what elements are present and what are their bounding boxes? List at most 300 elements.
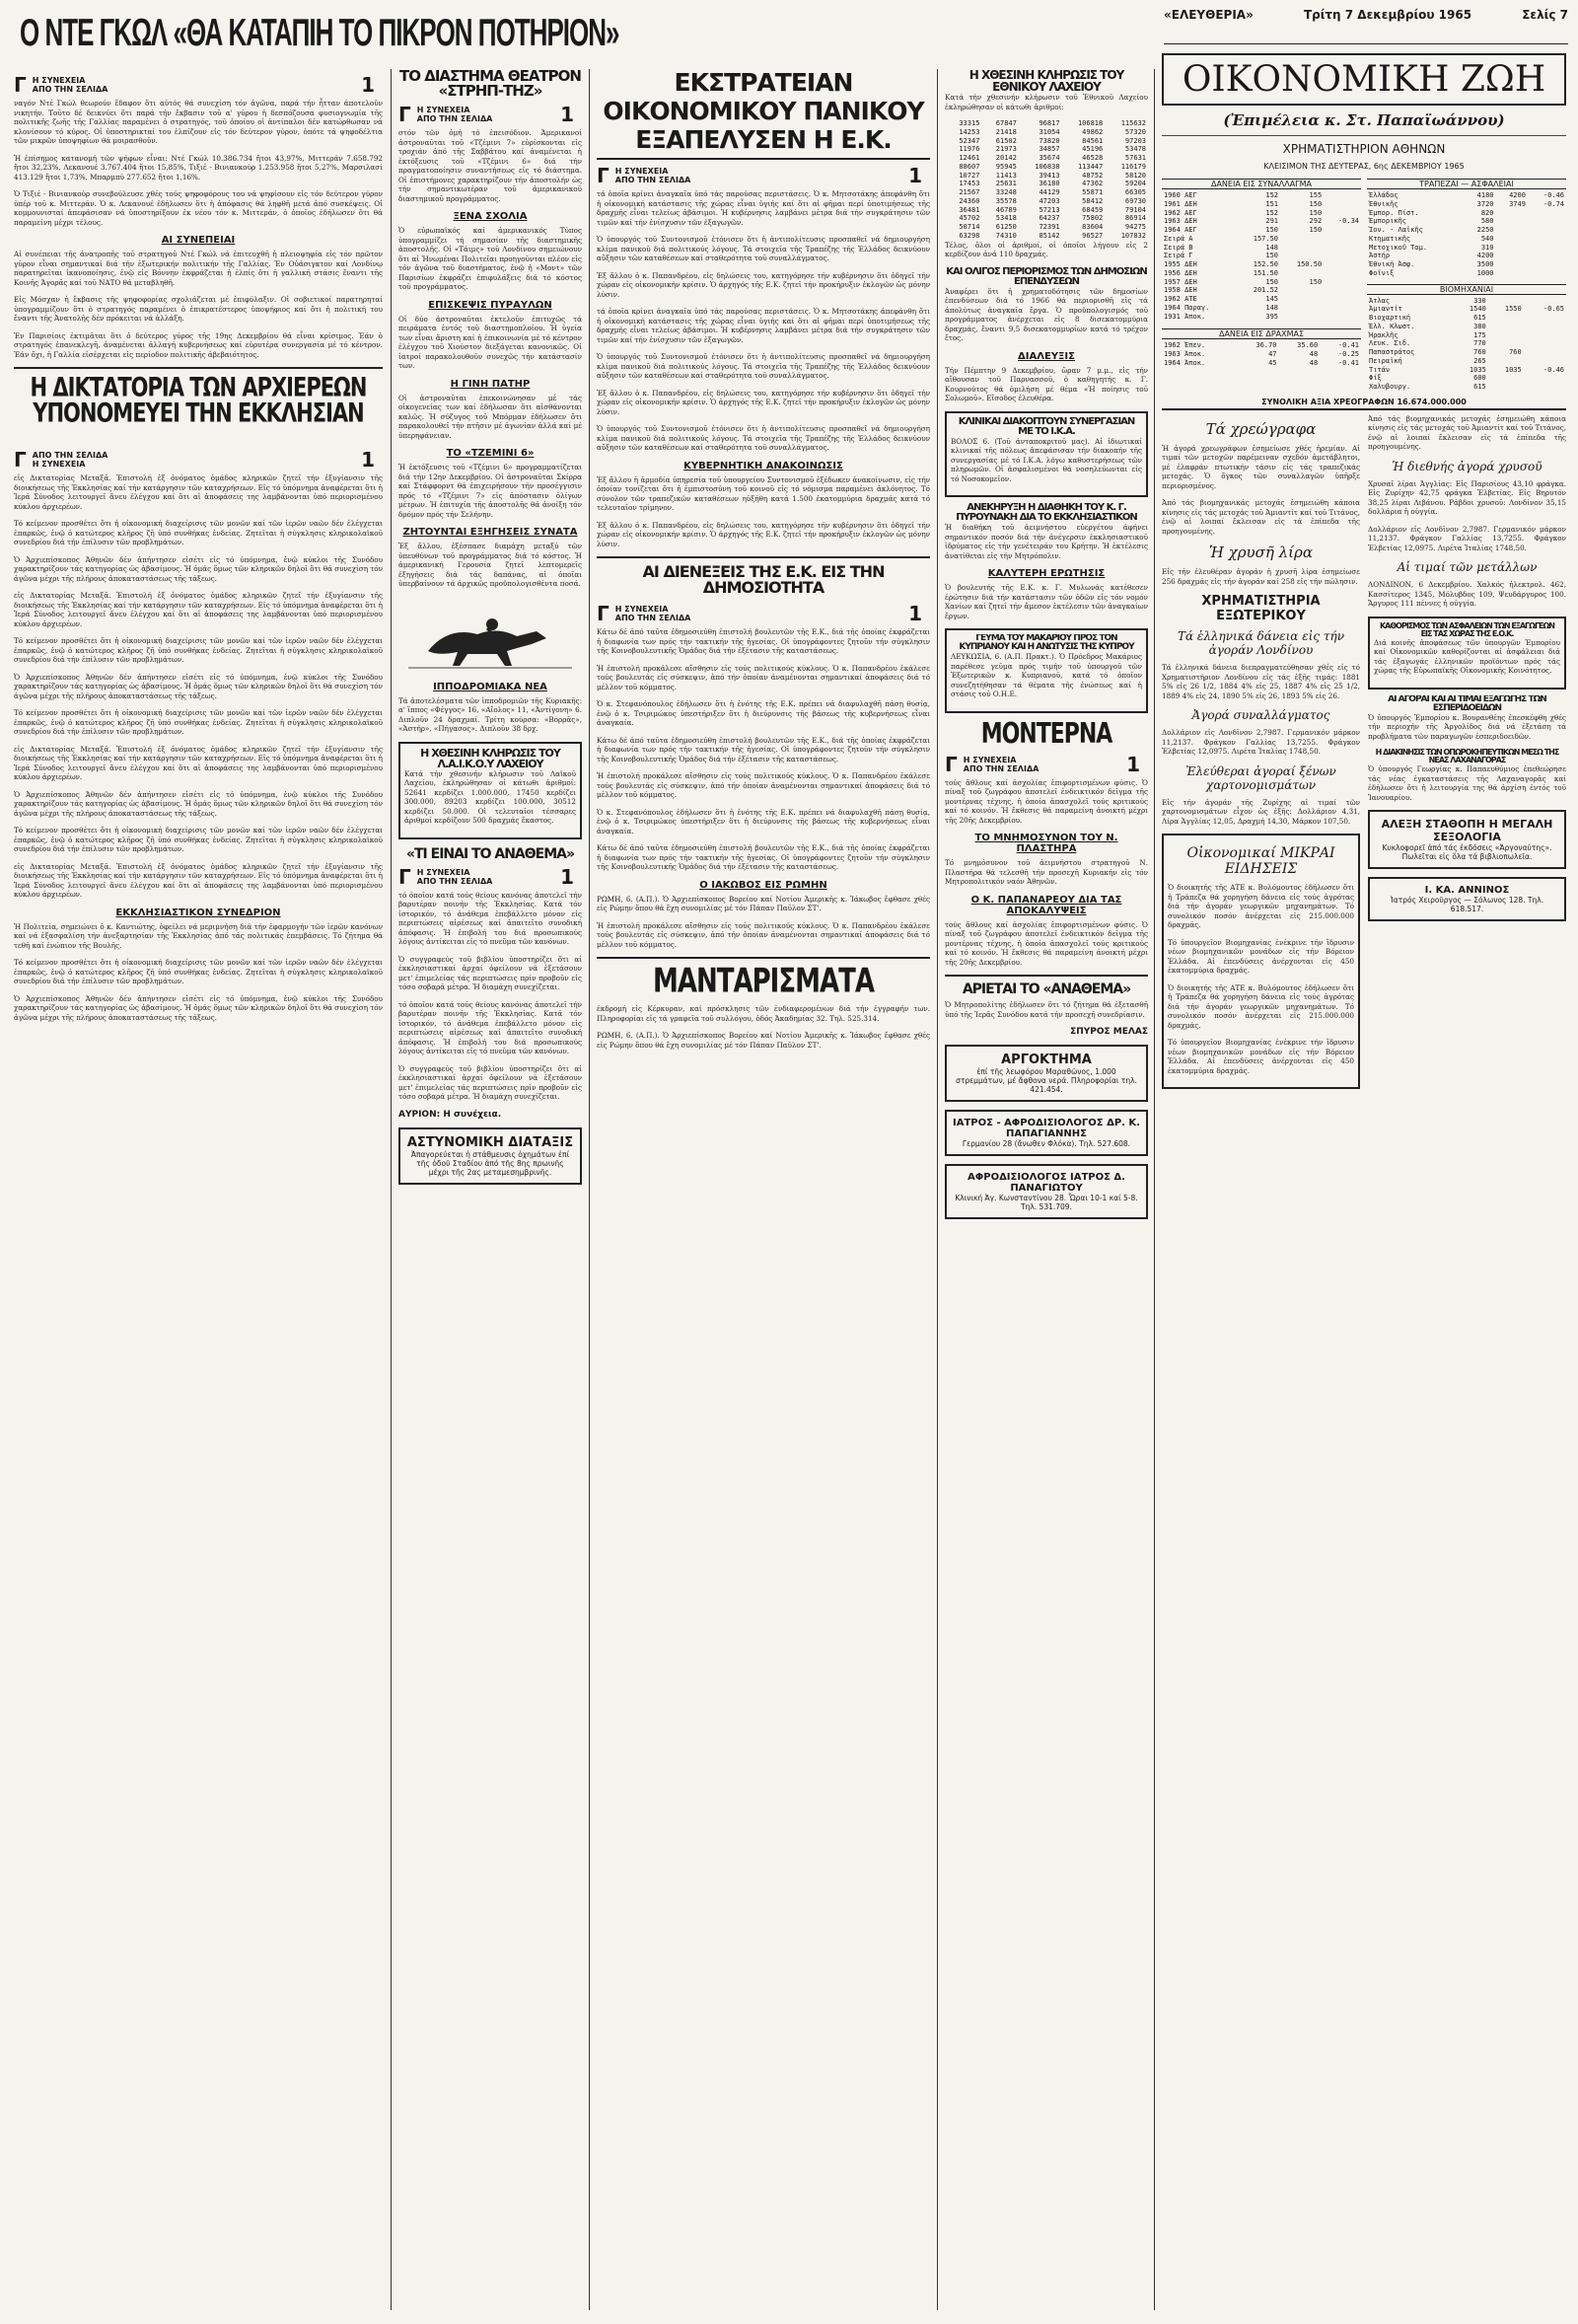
headline: ΑΙ ΔΙΕΝΕΞΕΙΣ ΤΗΣ Ε.Κ. ΕΙΣ ΤΗΝ ΔΗΜΟΣΙΟΤΗΤΑ xyxy=(642,564,885,597)
table-cell: 47203 xyxy=(1039,196,1060,205)
drachma-loan-table xyxy=(1162,341,1361,367)
lead-headline: Ο ΝΤΕ ΓΚΩΛ «ΘΑ ΚΑΤΑΠΙΗ ΤΟ ΠΙΚΡΟΝ ΠΟΤΗΡΙΟΝ» xyxy=(20,10,619,54)
table-cell: Βιοχαρτική xyxy=(1369,314,1411,322)
table-cell xyxy=(1488,297,1524,306)
subheading: Αἱ τιμαί τῶν μετάλλων xyxy=(1397,560,1538,575)
article-paragraph: Ὁ κ. Στεφανόπουλος ἐδήλωσεν ὅτι ἡ ἑνότης τῆς Ε.Κ. πρέπει νά διαφυλαχθῆ πάσῃ θυσίᾳ, ἐνῷ ὁ κ. Τσιριμώκος ὑπεστήριξεν ὅτι ἡ διεύρυνσις τῆς βάσεως τῆς κυβερνήσεως εἶναι ἀναγκαία. xyxy=(597,699,930,728)
table-cell: 1931 Ἀποκ. xyxy=(1164,312,1206,321)
lottery-row xyxy=(945,197,1148,206)
continuation-marker: Γ Η ΣΥΝΕΧΕΙΑ ΑΠΟ ΤΗΝ ΣΕΛΙΔΑ 1 xyxy=(14,73,375,97)
advertisement: Ι. ΚΑ. ΑΝΝΙΝΟΣ Ἰατρός Χειροῦργος — Σόλωνος 128. Τηλ. 618.517. xyxy=(1368,877,1566,921)
article-paragraph: ΒΟΛΟΣ 6. (Τοῦ ἀνταποκριτοῦ μας). Αἱ ἰδιωτικαί κλινικαί τῆς πόλεως ἀπεφάσισαν τήν διακοπήν τῆς συνεργασίας μέ τό Ι.Κ.Α. λόγω καθυστερήσεως τῶν πληρωμῶν. Οἱ ἀσφαλισμένοι θά νοσηλεύωνται εἰς τό Νοσοκομεῖον. xyxy=(951,436,1142,483)
article-paragraph: ναγόν Ντέ Γκώλ θεωρούν ἔδαφον ὅτι αὐτός θά συνεχίση τόν ἀγῶνα, παρά τήν ἧτταν ἀποτελοῦν νικητήν. Τοῦτο δέ δεικνύει ὅτι παρά τήν ἔκβασιν τοῦ α' γύρου ἡ δεσπόζουσα φυσιογνωμία τῆς πολιτικῆς ζωῆς τῆς Γαλλίας παραμένει ὁ στρατηγός, τοῦ ὁποίου οἱ ἀντίπαλοι δέν κατώρθωσαν νά κλονίσουν τό κύρος. Οἱ ὑποστηρικταί του ἐλπίζουν εἰς τόν δεύτερον γύρον, ὁπότε τά ψηφοδέλτια τῶν μικρῶν ὑποψηφίων θά μοιρασθοῦν. xyxy=(14,99,383,145)
table-cell: -0.41 xyxy=(1337,341,1359,350)
table-cell: 760 xyxy=(1473,348,1486,356)
table-cell: 66305 xyxy=(1124,188,1146,196)
table-cell: Πειραϊκή xyxy=(1369,356,1402,365)
table-cell: 113447 xyxy=(1077,162,1104,171)
table-cell: 36180 xyxy=(1039,180,1060,188)
article-paragraph: Κάτω δέ ἀπό ταῦτα ἐδημοσιεύθη ἐπιστολή βουλευτῶν τῆς Ε.Κ., διά τῆς ὁποίας ἐκφράζεται ἡ διαφωνία των πρός τήν τακτικήν τῆς ἡγεσίας. Οἱ ὑπογράφοντες ζητοῦν τήν σύγκλησιν τῆς Κοινοβουλευτικῆς Ὁμάδος διά τήν ἐξέτασιν τῆς καταστάσεως. xyxy=(597,627,930,656)
lottery-row xyxy=(945,119,1148,128)
headline: Η ΔΙΑΚΙΝΗΣΙΣ ΤΩΝ ΟΠΩΡΟΚΗΠΕΥΤΙΚΩΝ ΜΕΣΩ ΤΗΣ ΝΕΑΣ ΛΑΧΑΝΑΓΟΡΑΣ xyxy=(1375,749,1559,765)
table-cell: 150 xyxy=(1309,277,1323,286)
table-cell: Χαλυβουργ. xyxy=(1369,383,1411,391)
table-row xyxy=(1367,191,1566,200)
table-cell: Ἑλλ. Κλωστ. xyxy=(1369,322,1415,330)
section-editor: (Ἐπιμέλεια κ. Στ. Παπαϊωάννου) xyxy=(1223,111,1505,129)
article-paragraph: εἰς Δικτατορίας Μεταξᾶ. Ἐπιστολή ἐξ ὀνόματος ὁμάδος κληρικῶν ζητεῖ τήν ἐξυγίανσιν τῆς διοικήσεως τῆς Ἐκκλησίας καί τήν κατάργησιν τῶν καταχρήσεων. Εἰς τό ὑπόμνημα ἀναφέρεται ὅτι ἡ Ἱερά Σύνοδος λειτουργεῖ ἄνευ ἐλέγχου καί ὅτι αἱ ἀποφάσεις της λαμβάνονται ὑπό περιορισμένου κύκλου ἀρχιερέων. xyxy=(14,861,383,899)
table-cell: 1962 ΑΕΓ xyxy=(1164,208,1197,217)
table-cell xyxy=(1324,209,1361,218)
table-cell: 57631 xyxy=(1124,154,1146,162)
subheading: Ο ΙΑΚΩΒΟΣ ΕΙΣ ΡΩΜΗΝ xyxy=(699,879,827,891)
article-paragraph: Τό κείμενον προσθέτει ὅτι ἡ οἰκονομική διαχείρισις τῶν μονῶν καί τῶν ἱερῶν ναῶν δέν ἐλέγχεται ἐπαρκῶς, ἐνῷ ὁ κατώτερος κλῆρος ζῆ ὑπό συνθήκας ἐνδείας. Ζητεῖται ἡ σύγκλησις κληρικολαϊκοῦ συνεδρίου διά τήν ἐπίλυσιν τῶν προβλημάτων. xyxy=(14,708,383,736)
article-paragraph: Ὁ ὑπουργός τοῦ Συντονισμοῦ ἐτόνισεν ὅτι ἡ ἀντιπολίτευσις προσπαθεῖ νά δημιουργήση κλίμα πανικοῦ διά πολιτικούς λόγους. Τά στοιχεῖα τῆς Τραπέζης τῆς Ἑλλάδος δεικνύουν αὔξησιν τῶν καταθέσεων καί σταθερότητα τοῦ συναλλάγματος. xyxy=(597,352,930,381)
table-cell xyxy=(1528,217,1566,226)
lottery-row xyxy=(945,180,1148,188)
table-cell: 12461 xyxy=(959,154,980,162)
table-cell xyxy=(1488,331,1524,340)
table-row xyxy=(1367,269,1566,278)
article-paragraph: Ἐξ ἄλλου ὁ κ. Παπανδρέου, εἰς δηλώσεις του, κατηγόρησε τήν κυβέρνησιν ὅτι ὁδηγεῖ τήν χώραν εἰς οἰκονομικήν κρίσιν. Ὁ ἀρχηγός τῆς Ε.Κ. ζητεῖ τήν προκήρυξιν ἐκλογῶν ὡς μόνην λύσιν. xyxy=(597,388,930,416)
subheading: ΕΠΙΣΚΕΨΙΣ ΠΥΡΑΥΛΩΝ xyxy=(428,299,552,311)
headline: Η ΧΘΕΣΙΝΗ ΚΛΗΡΩΣΙΣ ΤΟΥ Λ.Α.Ι.Κ.Ο.Υ ΛΑΧΕΙΟΥ xyxy=(420,747,560,769)
article-paragraph: Ἀπό τάς βιομηχανικάς μετοχάς ἐσημειώθη κάποια κίνησις εἰς τάς μετοχάς τοῦ Ἀμιαντίτ καί τοῦ Τιτάνος, ἐνῷ αἱ λοιπαί ἔκλεισαν εἰς τά ἐπίπεδα τῆς προηγουμένης. xyxy=(1162,498,1361,536)
table-cell: 540 xyxy=(1480,234,1494,243)
subheading: Η ΓΙΝΗ ΠΑΤΗΡ xyxy=(450,378,531,390)
table-cell: 148 xyxy=(1265,243,1279,252)
subheading: Ἡ χρυσῆ λίρα xyxy=(1208,544,1313,562)
table-cell: 1957 ΔΕΗ xyxy=(1164,277,1197,286)
article-paragraph: Ἐξ ἄλλου ὁ κ. Παπανδρέου, εἰς δηλώσεις του, κατηγόρησε τήν κυβέρνησιν ὅτι ὁδηγεῖ τήν χώραν εἰς οἰκονομικήν κρίσιν. Ὁ ἀρχηγός τῆς Ε.Κ. ζητεῖ τήν προκήρυξιν ἐκλογῶν ὡς μόνην λύσιν. xyxy=(597,270,930,299)
table-row xyxy=(1162,217,1361,226)
section-heading: ΧΡΗΜΑΤΙΣΤΗΡΙΑ ΕΞΩΤΕΡΙΚΟΥ xyxy=(1201,594,1321,624)
continuation-marker: Γ Η ΣΥΝΕΧΕΙΑ ΑΠΟ ΤΗΝ ΣΕΛΙΔΑ 1 xyxy=(597,164,922,188)
table-row xyxy=(1162,350,1361,359)
headline: Η ΔΙΚΤΑΤΟΡΙΑ ΤΩΝ ΑΡΧΙΕΡΕΩΝ ΥΠΟΝΟΜΕΥΕΙ ΤΗΝ ΕΚΚΛΗΣΙΑΝ xyxy=(30,375,367,428)
table-cell: 107832 xyxy=(1120,231,1146,240)
article-paragraph: Ὁ βουλευτής τῆς Ε.Κ. κ. Γ. Μυλωνάς κατέθεσεν ἐρώτησιν διά τήν κατάστασιν τῶν ὁδῶν εἰς τόν νομόν Χανίων καί ζητεῖ τήν ἄμεσον ἐκτέλεσιν τῶν ἀναγκαίων ἔργων. xyxy=(945,583,1148,620)
table-cell: 52347 xyxy=(959,136,980,145)
table-row xyxy=(1367,374,1566,383)
table-cell: Μετοχικοῦ Ταμ. xyxy=(1369,243,1428,252)
article-paragraph: Ὁ ὑπουργός Ἐμπορίου κ. Βουρανθέης ἐπεσκέφθη χθές τήν περιοχήν τῆς Ἀργολίδος διά νά ἐξετάση τά προβλήματα τῶν παραγωγῶν ἐσπεριδοειδῶν. xyxy=(1368,712,1566,741)
table-cell: 1958 ΔΕΗ xyxy=(1164,286,1197,295)
table-cell: 44129 xyxy=(1039,188,1060,196)
table-cell: 61250 xyxy=(995,223,1017,231)
subheading: Τά χρεώγραφα xyxy=(1205,419,1317,438)
table-cell: 47 xyxy=(1268,350,1277,358)
subheading: ΚΥΒΕΡΝΗΤΙΚΗ ΑΝΑΚΟΙΝΩΣΙΣ xyxy=(683,460,843,472)
table-cell: 46789 xyxy=(995,205,1017,214)
column-3 xyxy=(597,69,930,2310)
table-cell: 150 xyxy=(1265,252,1279,260)
table-cell: -0.46 xyxy=(1542,191,1564,199)
table-cell: 1963 ΔΕΗ xyxy=(1164,217,1197,226)
article-paragraph: Ἡ ἐκτόξευσις τοῦ «Τζέμινι 6» προγραμματίζεται διά τήν 12ην Δεκεμβρίου. Οἱ ἀστροναῦται Σκίρρα καί Στάφφορντ θά ἐπιχειρήσουν τήν προσέγγισιν πρός τό «Τζέμινι 7» εἰς ἀπόστασιν ὀλίγων μέτρων. Ἡ ἐπιτυχία τῆς ἀποστολῆς θά ἀνοίξη τόν δρόμον πρός τήν Σελήνην. xyxy=(398,463,582,519)
article-paragraph: ἐκδρομή εἰς Κέρκυραν, καί πρόσκλησις τῶν ἐνδιαφερομένων διά τήν ἐγγραφήν των. Πληροφορίαι εἰς τά γραφεῖα τοῦ συλλόγου, ὁδός Ἀκαδημίας 32. Τηλ. 525.314. xyxy=(597,1004,930,1023)
advertisement: ΑΡΓΟΚΤΗΜΑ ἐπί τῆς λεωφόρου Μαραθῶνος, 1.000 στρεμμάτων, μέ ἄφθονα νερά. Πληροφορίαι τηλ. 421.454. xyxy=(945,1045,1148,1102)
article-paragraph: Τό μνημόσυνον τοῦ ἀειμνήστου στρατηγοῦ Ν. Πλαστήρα θά τελεσθῆ τήν προσεχῆ Κυριακήν εἰς τόν Μητροπολιτικόν ναόν Ἀθηνῶν. xyxy=(945,858,1148,886)
table-cell xyxy=(1528,244,1566,253)
divider xyxy=(14,367,383,369)
article-paragraph: Δολλάριον εἰς Λονδῖνον 2,7987. Γερμανικόν μάρκον 11,2137. Φράγκον Γαλλίας 13,7255. Φράγκον Ἑλβετίας 12,0975. Λιρέτα Ἰταλίας 1748,50. xyxy=(1162,728,1360,757)
table-cell: 59204 xyxy=(1124,180,1146,188)
table-cell: 69730 xyxy=(1124,196,1146,205)
article-paragraph: τό ὁποῖον κατά τούς θείους κανόνας ἀποτελεῖ τήν βαρυτέραν ποινήν τῆς Ἐκκλησίας. Κατά τόν ἱστορικόν, τό ἀνάθεμα ἐπεβάλλετο μόνον εἰς περιπτώσεις αἱρέσεως καί ἀπαιτεῖτο συνοδική ἀπόφασις. Ἡ ἐπιβολή του διά προσωπικούς λόγους ἀντίκειται εἰς τό πνεῦμα τῶν κανόνων. xyxy=(398,999,582,1055)
table-cell xyxy=(1280,286,1324,295)
article-paragraph: Εἰς Μόσχαν ἡ ἔκβασις τῆς ψηφοφορίας σχολιάζεται μέ ἐπιφύλαξιν. Οἱ σοβιετικοί παρατηρηταί ὑπογραμμίζουν ὅτι ὁ στρατηγός παραμένει ὁ ἐπικρατέστερος ὑποψήφιος καί ὅτι ἡ πολιτική του ἔναντι τῆς Ἀνατολῆς δέν πρόκειται νά ἀλλάξη. xyxy=(14,295,383,323)
news-box xyxy=(1368,617,1566,690)
table-cell xyxy=(1324,295,1361,304)
table-cell: 11976 xyxy=(959,145,980,154)
article-paragraph: Ἡ ἐπιστολή προκάλεσε αἴσθησιν εἰς τούς πολιτικούς κύκλους. Ὁ κ. Παπανδρέου ἐκάλεσε τούς βουλευτάς εἰς σύσκεψιν, ἀπό τήν ὁποίαν ἀναμένονται σημαντικαί ἀποφάσεις διά τό μέλλον τοῦ κόμματος. xyxy=(597,920,930,949)
table-cell: 106818 xyxy=(1077,119,1104,127)
headline: ΚΑΘΟΡΙΣΜΟΣ ΤΩΝ ΑΣΦΑΛΕΙΩΝ ΤΩΝ ΕΞΑΓΩΓΕΩΝ ΕΙΣ ΤΑΣ ΧΩΡΑΣ ΤΗΣ Ε.Ο.Κ. xyxy=(1379,621,1554,638)
subheading: ΤΟ «ΤΖΕΜΙΝΙ 6» xyxy=(446,448,535,459)
table-cell: 148 xyxy=(1265,303,1279,312)
column-rule xyxy=(1154,69,1155,2310)
table-cell: 39413 xyxy=(1039,171,1060,180)
table-cell: 150 xyxy=(1265,226,1279,234)
table-cell xyxy=(1524,314,1566,323)
article-paragraph: Τό κείμενον προσθέτει ὅτι ἡ οἰκονομική διαχείρισις τῶν μονῶν καί τῶν ἱερῶν ναῶν δέν ἐλέγχεται ἐπαρκῶς, ἐνῷ ὁ κατώτερος κλῆρος ζῆ ὑπό συνθήκας ἐνδείας. Ζητεῖται ἡ σύγκλησις κληρικολαϊκοῦ συνεδρίου διά τήν ἐπίλυσιν τῶν προβλημάτων. xyxy=(14,826,383,853)
column-rule xyxy=(589,69,590,2310)
headline: ΑΝΕΚΗΡΥΞΗ Η ΔΙΑΘΗΚΗ ΤΟΥ Κ. Γ. ΠΥΡΟΥΝΑΚΗ ΔΙΑ ΤΟ ΕΚΚΛΗΣΙΑΣΤΙΚΟΝ xyxy=(956,503,1137,523)
lottery-row xyxy=(945,145,1148,154)
lottery-row xyxy=(945,154,1148,163)
headline: ΑΙ ΑΓΟΡΑΙ ΚΑΙ ΑΙ ΤΙΜΑΙ ΕΞΑΓΩΓΗΣ ΤΩΝ ΕΣΠΕΡΙΔΟΕΙΔΩΝ xyxy=(1388,694,1546,713)
article-paragraph: Ὁ συγγραφεύς τοῦ βιβλίου ὑποστηρίζει ὅτι αἱ ἐκκλησιαστικαί ἀρχαί ὀφείλουν νά ἐξετάσουν μετ' ἐπιμελείας τάς περιπτώσεις πρίν προβοῦν εἰς τόσο σοβαρά μέτρα. Ἡ διαμάχη συνεχίζεται. xyxy=(398,954,582,991)
article-paragraph: Τά ἀποτελέσματα τῶν ἱπποδρομιῶν τῆς Κυριακῆς: α' ἵππος «Φέγγος» 16, «Αἴολος» 11, «Ἀντίγονη» 6. Διπλοῦν 24 δραχμαί. Τρίτη κούρσα: «Βορρᾶς», «Ἀστήρ», «Πήγασος». Διπλοῦν 38 δρχ. xyxy=(398,695,582,733)
table-cell xyxy=(1324,278,1361,287)
table-cell: 1035 xyxy=(1469,365,1486,374)
table-cell: 175 xyxy=(1473,330,1486,339)
table-cell: 1962 ΑΤΕ xyxy=(1164,295,1197,303)
article-paragraph: Χρυσαῖ λίραι Ἀγγλίας: Εἰς Παρισίους 43,10 φράγκα. Εἰς Ζυρίχην 42,75 φράγκα Ἑλβετίας. Εἰς Βηρυτόν 38,25 λίραι Λιβάνου. Ράβδοι χρυσοῦ: Λονδίνον 35,15 δολλάρια ἡ οὐγγία. xyxy=(1368,478,1566,517)
continuation-marker: Γ Η ΣΥΝΕΧΕΙΑ ΑΠΟ ΤΗΝ ΣΕΛΙΔΑ 1 xyxy=(597,602,922,626)
subheading: ΕΚΚΛΗΣΙΑΣΤΙΚΟΝ ΣΥΝΕΔΡΙΟΝ xyxy=(115,907,281,918)
article-paragraph: Ὁ συγγραφεύς τοῦ βιβλίου ὑποστηρίζει ὅτι αἱ ἐκκλησιαστικαί ἀρχαί ὀφείλουν νά ἐξετάσουν μετ' ἐπιμελείας τάς περιπτώσεις πρίν προβοῦν εἰς τόσο σοβαρά μέτρα. Ἡ διαμάχη συνεχίζεται. xyxy=(398,1063,582,1101)
headline: ΜΑΝΤΑΡΙΣΜΑΤΑ xyxy=(653,965,874,999)
table-row xyxy=(1162,286,1361,295)
table-cell: 152 xyxy=(1265,208,1279,217)
table-cell: 615 xyxy=(1473,314,1486,322)
table-cell: -0.41 xyxy=(1337,358,1359,367)
article-paragraph: Ὁ Ἀρχιεπίσκοπος Ἀθηνῶν δέν ἀπήντησεν εἰσέτι εἰς τό ὑπόμνημα, ἐνῷ κύκλοι τῆς Συνόδου χαρακτηρίζουν τάς κατηγορίας ὡς ἀβασίμους. Ἡ ὁμάς ὅμως τῶν κληρικῶν δηλοῖ ὅτι θά συνεχίση τόν ἀγῶνα μέχρι τῆς πλήρους ἀποκαταστάσεως τῆς τάξεως. xyxy=(14,789,383,818)
industrial-table xyxy=(1367,297,1566,392)
table-cell xyxy=(1280,252,1324,260)
lottery-row xyxy=(945,172,1148,181)
article-paragraph: Κατά τήν χθεσινήν κλήρωσιν τοῦ Λαϊκοῦ Λαχείου, ἐκληρώθησαν οἱ κάτωθι ἀριθμοί: 52641 κερδίζει 1.000.000, 17450 κερδίζει 300.000, 89203 κερδίζει 100.000, 30512 κερδίζει 50.000. Οἱ τελευταῖοι τέσσαρες ἀριθμοί κερδίζουν 500 δραχμάς ἕκαστος. xyxy=(404,768,576,825)
table-cell: 291 xyxy=(1265,217,1279,226)
article-paragraph: Δολλάριον εἰς Λονδῖνον 2,7987. Γερμανικόν μάρκον 11,2137. Φράγκον Γαλλίας 13,7255. Φράγκον Ἑλβετίας 12,0975. Λιρέτα Ἰταλίας 1748,50. xyxy=(1368,524,1566,552)
article-paragraph: Εἰς τήν ἀγοράν τῆς Ζυρίχης αἱ τιμαί τῶν χαρτονομισμάτων εἶχον ὡς ἑξῆς: Δολλάριον 4,31, Λίρα Ἀγγλίας 12,05, Δραχμή 14,30, Μάρκον 107,50. xyxy=(1162,797,1360,826)
article-paragraph: Οἱ δύο ἀστροναῦται ἐκτελοῦν ἐπιτυχῶς τά πειράματα ἐντός τοῦ διαστημοπλοίου. Ἡ ὑγεία των εἶναι ἄριστη καί ἡ ἐπικοινωνία μέ τό κέντρον ἐλέγχου τοῦ Χιούστον διεξάγεται κανονικῶς. Οἱ ἰατροί παρακολουθοῦν συνεχῶς τήν κατάστασίν των. xyxy=(398,314,582,370)
table-cell: 145 xyxy=(1265,295,1279,303)
table-cell: 1000 xyxy=(1476,268,1494,277)
article-paragraph: Ἡ ἐπιστολή προκάλεσε αἴσθησιν εἰς τούς πολιτικούς κύκλους. Ὁ κ. Παπανδρέου ἐκάλεσε τούς βουλευτάς εἰς σύσκεψιν, ἀπό τήν ὁποίαν ἀναμένονται σημαντικαί ἀποφάσεις διά τό μέλλον τοῦ κόμματος. xyxy=(597,663,930,691)
subheading: Τά ἑλληνικά δάνεια εἰς τήν ἀγοράν Λονδίνου xyxy=(1177,629,1345,658)
continuation-marker: Γ Η ΣΥΝΕΧΕΙΑ ΑΠΟ ΤΗΝ ΣΕΛΙΔΑ 1 xyxy=(398,864,574,889)
table-cell: 770 xyxy=(1473,339,1486,348)
article-paragraph: Ἡ Πολιτεία, σημειώνει ὁ κ. Καντιώτης, ὀφείλει νά μεριμνήση διά τήν ἐφαρμογήν τῶν ἱερῶν κανόνων καί νά ἐξασφαλίση τήν ἀνεξαρτησίαν τῆς Ἐκκλησίας ἀπό τάς πολιτικάς ἐπεμβάσεις. Τό ζήτημα θά τεθῆ καί ἐνώπιον τῆς Βουλῆς. xyxy=(14,921,383,950)
table-cell: 4200 xyxy=(1476,252,1494,260)
headline: «ΤΙ ΕΙΝΑΙ ΤΟ ΑΝΑΘΕΜΑ» xyxy=(405,846,575,861)
section-title: ΟΙΚΟΝΟΜΙΚΗ ΖΩΗ xyxy=(1162,53,1566,106)
column-1 xyxy=(14,69,383,2310)
headline: ΜΟΝΤΕΡΝΑ xyxy=(980,720,1112,750)
table-cell: 36481 xyxy=(959,205,980,214)
table-cell: Σειρά Γ xyxy=(1164,252,1193,260)
table-row xyxy=(1367,357,1566,366)
table-cell: 820 xyxy=(1480,208,1494,217)
article-paragraph: Διά κοινῆς ἀποφάσεως τῶν ὑπουργῶν Ἐμπορίου καί Οἰκονομικῶν καθορίζονται αἱ ἀσφάλειαι διά τάς ἐξαγωγάς ἑλληνικῶν προϊόντων πρός τάς χώρας τῆς Εὐρωπαϊκῆς Οἰκονομικῆς Κοινότητος. xyxy=(1374,637,1560,676)
article-paragraph: Κάτω δέ ἀπό ταῦτα ἐδημοσιεύθη ἐπιστολή βουλευτῶν τῆς Ε.Κ., διά τῆς ὁποίας ἐκφράζεται ἡ διαφωνία των πρός τήν τακτικήν τῆς ἡγεσίας. Οἱ ὑπογράφοντες ζητοῦν τήν σύγκλησιν τῆς Κοινοβουλευτικῆς Ὁμάδος διά τήν ἐξέτασιν τῆς καταστάσεως. xyxy=(597,735,930,763)
table-cell xyxy=(1324,304,1361,313)
table-cell: 21418 xyxy=(995,127,1017,136)
table-cell: 1964 ΑΕΓ xyxy=(1164,226,1197,234)
table-cell: 152.50 xyxy=(1253,260,1279,268)
table-row xyxy=(1162,209,1361,218)
lottery-table xyxy=(945,119,1148,241)
news-box xyxy=(945,411,1148,498)
table-cell: Ἐμπορικῆς xyxy=(1369,217,1406,226)
table-cell xyxy=(1324,226,1361,235)
table-row xyxy=(1162,191,1361,200)
exchange-title: ΧΡΗΜΑΤΙΣΤΗΡΙΟΝ ΑΘΗΝΩΝ xyxy=(1282,142,1446,156)
table-cell: Ἐθνική Ἀσφ. xyxy=(1369,260,1415,268)
table-cell xyxy=(1524,348,1566,357)
article-paragraph: τά ὁποῖα κρίνει ἀναγκαῖα ὑπό τάς παρούσας περιστάσεις. Ὁ κ. Μητσοτάκης ἀπεφάνθη ὅτι ἡ οἰκονομική κατάστασις τῆς χώρας εἶναι ὑγιής καί ὅτι αἱ φῆμαι περί ὑποτιμήσεως τῆς δραχμῆς εἶναι τελείως ἀβάσιμοι. Ἡ κυβέρνησις λαμβάνει μέτρα διά τήν συγκράτησιν τῶν τιμῶν καί τήν ἐνίσχυσιν τῶν ἐξαγωγῶν. xyxy=(597,307,930,344)
table-cell: 115632 xyxy=(1120,119,1146,127)
table-cell: 3749 xyxy=(1509,199,1526,208)
table-cell: 17453 xyxy=(959,180,980,188)
table-row xyxy=(1367,331,1566,340)
table-cell: 46528 xyxy=(1082,154,1104,162)
table-row xyxy=(1367,209,1566,218)
article-paragraph: Ὁ ὑπουργός τοῦ Συντονισμοῦ ἐτόνισεν ὅτι ἡ ἀντιπολίτευσις προσπαθεῖ νά δημιουργήση κλίμα πανικοῦ διά πολιτικούς λόγους. Τά στοιχεῖα τῆς Τραπέζης τῆς Ἑλλάδος δεικνύουν αὔξησιν τῶν καταθέσεων καί σταθερότητα τοῦ συναλλάγματος. xyxy=(597,235,930,263)
lottery-row xyxy=(945,214,1148,223)
table-cell: 1961 ΔΕΗ xyxy=(1164,199,1197,208)
table-cell xyxy=(1324,269,1361,278)
divider xyxy=(597,957,930,959)
table-cell: Φοῖνιξ xyxy=(1369,268,1395,277)
table-cell xyxy=(1280,295,1324,304)
table-cell: 21973 xyxy=(995,145,1017,154)
table-cell xyxy=(1324,235,1361,244)
table-cell: 1956 ΔΕΗ xyxy=(1164,268,1197,277)
table-cell: 4180 xyxy=(1476,191,1494,199)
table-cell: 265 xyxy=(1473,356,1486,365)
table-cell: 1035 xyxy=(1504,365,1522,374)
table-cell xyxy=(1324,200,1361,209)
article-paragraph: Ἐξ ἄλλου, ἐξέσπασε διαμάχη μεταξύ τῶν ὑπευθύνων τοῦ προγράμματος διά τό κόστος. Ἡ ἀμερικανική Γερουσία ζητεῖ λεπτομερεῖς ἐξηγήσεις διά τάς δαπάνας, αἱ ὁποῖαι ὑπερβαίνουν τά ἀρχικῶς προϋπολογισθέντα ποσά. xyxy=(398,542,582,588)
table-cell xyxy=(1324,252,1361,260)
issue-date: Τρίτη 7 Δεκεμβρίου 1965 xyxy=(1303,8,1472,22)
column-5 xyxy=(1162,47,1566,2310)
table-cell: 63298 xyxy=(959,231,980,240)
page-header xyxy=(1164,8,1568,22)
table-cell: 96817 xyxy=(1039,119,1060,127)
table-cell xyxy=(1324,191,1361,200)
table-cell: 3720 xyxy=(1476,199,1494,208)
subheading: ΚΑΛΥΤΕΡΗ ΕΡΩΤΗΣΙΣ xyxy=(987,568,1106,579)
article-paragraph: Ἐν Παρισίοις ἐκτιμᾶται ὅτι ὁ δεύτερος γύρος τῆς 19ης Δεκεμβρίου θά εἶναι κρίσιμος. Ἐάν ὁ στρατηγός ἐπανεκλεγῆ, ἀναμένεται ἀλλαγή κυβερνήσεως καί εὐρυτέρα συνεργασία μέ τό κέντρον. Ἐάν ὄχι, ἡ Γαλλία εἰσέρχεται εἰς περίοδον πολιτικῆς ἀβεβαιότητος. xyxy=(14,330,383,359)
headline: ΤΟ ΔΙΑΣΤΗΜΑ ΘΕΑΤΡΟΝ «ΣΤΡΗΠ-ΤΗΖ» xyxy=(399,69,581,99)
subheading: ΑΙ ΣΥΝΕΠΕΙΑΙ xyxy=(161,235,236,246)
table-cell: 150 xyxy=(1265,277,1279,286)
table-cell: 55871 xyxy=(1082,188,1104,196)
article-paragraph: στόν τῶν ὁμή τό ἐπεισόδιον. Ἀμερικανοί ἀστροναῦται τοῦ «Τζέμινι 7» εὑρίσκονται εἰς τροχιάν ἀπό τῆς Σαββάτου καί ἀναμένεται ἡ ἐκτόξευσις τοῦ «Τζέμινι 6» διά τήν πραγματοποίησιν συναντήσεως εἰς τό διάστημα. Οἱ ἐπιστήμονες χαρακτηρίζουν τήν ἀποστολήν ὡς τήν σημαντικωτέραν τοῦ ἀμερικανικοῦ διαστημικοῦ προγράμματος. xyxy=(398,128,582,203)
table-cell: 106838 xyxy=(1035,162,1060,171)
table-cell: Ἰον. - Λαϊκῆς xyxy=(1369,226,1423,234)
headline: ΕΚΣΤΡΑΤΕΙΑΝ ΟΙΚΟΝΟΜΙΚΟΥ ΠΑΝΙΚΟΥ ΕΞΑΠΕΛΥΣΕΝ Η Ε.Κ. xyxy=(597,69,930,160)
table-cell: 49862 xyxy=(1082,127,1104,136)
exchange-date: ΚΛΕΙΣΙΜΟΝ ΤΗΣ ΔΕΥΤΕΡΑΣ, 6ης ΔΕΚΕΜΒΡΙΟΥ 1965 xyxy=(1263,162,1465,171)
table-cell: Σειρά Β xyxy=(1164,243,1193,252)
table-cell: 580 xyxy=(1480,217,1494,226)
table-cell: -0.74 xyxy=(1542,199,1564,208)
article-paragraph: Τό ὑπουργεῖον Βιομηχανίας ἐνέκρινε τήν ἵδρυσιν νέων βιομηχανικῶν μονάδων εἰς τήν Βόρειον Ἑλλάδα. Αἱ ἐπενδύσεις ἀνέρχονται εἰς 450 ἑκατομμύρια δραχμάς. xyxy=(1168,937,1354,976)
advertisement: ΙΑΤΡΟΣ - ΑΦΡΟΔΙΣΙΟΛΟΓΟΣ ΔΡ. Κ. ΠΑΠΑΓΙΑΝΝΗΣ Γερμανίου 28 (ἄνωθεν Φλόκα). Τηλ. 527.608. xyxy=(945,1110,1148,1156)
table-row xyxy=(1367,252,1566,260)
table-cell: 45 xyxy=(1268,358,1277,367)
table-row xyxy=(1367,323,1566,331)
table-cell xyxy=(1524,339,1566,348)
table-cell xyxy=(1496,209,1528,218)
article-paragraph: Ὁ Ἀρχιεπίσκοπος Ἀθηνῶν δέν ἀπήντησεν εἰσέτι εἰς τό ὑπόμνημα, ἐνῷ κύκλοι τῆς Συνόδου χαρακτηρίζουν τάς κατηγορίας ὡς ἀβασίμους. Ἡ ὁμάς ὅμως τῶν κληρικῶν δηλοῖ ὅτι θά συνεχίση τόν ἀγῶνα μέχρι τῆς πλήρους ἀποκαταστάσεως τῆς τάξεως. xyxy=(14,672,383,700)
table-cell: 3500 xyxy=(1476,260,1494,268)
article-paragraph: ΡΩΜΗ, 6. (Α.Π.). Ὁ Ἀρχιεπίσκοπος Βορείου καί Νοτίου Ἀμερικῆς κ. Ἰάκωβος ἔφθασε χθές εἰς Ρώμην ὅπου θά ἔχη συνομιλίας μέ τόν Πάπαν Παῦλον ΣΤ'. xyxy=(597,894,930,913)
article-paragraph: Ὁ εὐρωπαϊκός καί ἀμερικανικός Τύπος ὑπογραμμίζει τή σημασίαν τῆς διαστημικῆς ἀποστολῆς. Οἱ «Τάιμς» τοῦ Λονδίνου σημειώνουν ὅτι αἱ Ἡνωμέναι Πολιτεῖαι προηγοῦνται πλέον εἰς τόν ἀγῶνα τοῦ διαστήματος, ἐνῷ ἡ «Μοντ» τῶν Παρισίων ἐκφράζει ἐπιφυλάξεις διά τό κόστος τοῦ προγράμματος. xyxy=(398,226,582,291)
table-row xyxy=(1367,297,1566,306)
table-cell: 35578 xyxy=(995,196,1017,205)
table-cell xyxy=(1524,331,1566,340)
table-cell xyxy=(1528,209,1566,218)
article-paragraph: Ἡ διαθήκη τοῦ ἀειμνήστου εὐεργέτου ἀφήνει σημαντικόν ποσόν διά τήν ἀνέγερσιν ἐκκλησιαστικοῦ ἱδρύματος εἰς τήν γενέτειράν του Κρήτην. Ἡ ἐκτέλεσις ἀνατίθεται εἰς τήν Μητρόπολιν. xyxy=(945,523,1148,560)
news-box xyxy=(945,628,1148,713)
table-cell xyxy=(1496,244,1528,253)
article-paragraph: Τό κείμενον προσθέτει ὅτι ἡ οἰκονομική διαχείρισις τῶν μονῶν καί τῶν ἱερῶν ναῶν δέν ἐλέγχεται ἐπαρκῶς, ἐνῷ ὁ κατώτερος κλῆρος ζῆ ὑπό συνθήκας ἐνδείας. Ζητεῖται ἡ σύγκλησις κληρικολαϊκοῦ συνεδρίου διά τήν ἐπίλυσιν τῶν προβλημάτων. xyxy=(14,636,383,664)
table-cell xyxy=(1280,304,1324,313)
lottery-row xyxy=(945,128,1148,137)
table-cell xyxy=(1496,260,1528,269)
article-paragraph: ΛΕΥΚΩΣΙΑ, 6. (Α.Π. Πρακτ.). Ὁ Πρόεδρος Μακάριος παρέθεσε γεῦμα πρός τιμήν τοῦ ὑπουργοῦ τῶν Ἐξωτερικῶν κ. Κυπριανοῦ, κατά τό ὁποῖον συνεζητήθησαν τά θέματα τῆς ἐνώσεως καί ἡ στάσις τοῦ Ο.Η.Ε. xyxy=(951,652,1142,698)
subheading: ΞΕΝΑ ΣΧΟΛΙΑ xyxy=(453,211,528,222)
table-cell: 33315 xyxy=(959,119,980,127)
table-cell: 150 xyxy=(1309,208,1323,217)
article-paragraph: Ὁ διοικητής τῆς ΑΤΕ κ. Βυλόμουτος ἐδήλωσεν ὅτι ἡ Τράπεζα θά χορηγήση δάνεια εἰς τούς ἀγρότας διά τήν ἀγοράν γεωργικῶν μηχανημάτων. Τό συνολικόν ποσόν ἀνέρχεται εἰς 215.000.000 δραχμάς. xyxy=(1168,982,1354,1030)
table-cell xyxy=(1488,339,1524,348)
article-paragraph: ΛΟΝΔΙΝΟΝ, 6 Δεκεμβρίου. Χαλκός ἠλεκτρολ. 462, Κασσίτερος 1345, Μόλυβδος 109, Ψευδάργυρος 100. Ἄργυρος 111 πέννες ἡ οὐγγία. xyxy=(1368,580,1566,609)
table-row xyxy=(1162,295,1361,304)
table-cell: 96527 xyxy=(1082,231,1104,240)
table-cell: 48 xyxy=(1309,358,1319,367)
table-cell xyxy=(1324,313,1361,322)
article-paragraph: Τήν Πέμπτην 9 Δεκεμβρίου, ὥραν 7 μ.μ., εἰς τήν αἴθουσαν τοῦ Παρνασσοῦ, ὁ καθηγητής κ. Γ. Κουρνούτος θά ὁμιλήση μέ θέμα «Ἡ ποίησις τοῦ Σολωμοῦ». Εἴσοδος ἐλευθέρα. xyxy=(945,365,1148,402)
table-cell: 151.50 xyxy=(1253,268,1279,277)
table-cell: 330 xyxy=(1473,296,1486,305)
table-cell: 4200 xyxy=(1509,191,1526,199)
article-paragraph: Ὁ Τιξιέ - Βινιανκούρ συνεβούλευσε χθές τούς ψηφοφόρους του νά ψηφίσουν εἰς τόν δεύτερον γύρον ὑπέρ τοῦ κ. Μιττεράν. Ὁ κ. Λεκανουέ ἐδήλωσεν ὅτι ἡ ἀπόφασις θά ληφθῆ μετά ἀπό συσκέψεις. Οἱ κομμουνισταί ἀπεφάσισαν νά ὑποστηρίξουν ἐκ νέου τόν κ. Μιττεράν, ὁ ὁποῖος ἐδήλωσεν ὅτι θά παραμείνη μέχρι τέλους. xyxy=(14,189,383,227)
table-cell: 615 xyxy=(1473,383,1486,391)
table-row xyxy=(1162,260,1361,269)
table-cell: 67847 xyxy=(995,119,1017,127)
column-4 xyxy=(945,69,1148,2310)
table-cell: Ἀτλας xyxy=(1369,296,1391,305)
table-cell: 48 xyxy=(1309,350,1319,358)
continuation-marker: Γ ΑΠΟ ΤΗΝ ΣΕΛΙΔΑ Η ΣΥΝΕΧΕΙΑ 1 xyxy=(14,448,375,472)
table-cell: 150.50 xyxy=(1296,260,1323,268)
table-cell xyxy=(1488,323,1524,331)
headline: ΚΑΙ ΟΛΙΓΟΣ ΠΕΡΙΟΡΙΣΜΟΣ ΤΩΝ ΔΗΜΟΣΙΩΝ ΕΠΕΝΔΥΣΕΩΝ xyxy=(946,266,1147,287)
table-cell: 45196 xyxy=(1082,145,1104,154)
article-paragraph: τά ὁποῖα κρίνει ἀναγκαῖα ὑπό τάς παρούσας περιστάσεις. Ὁ κ. Μητσοτάκης ἀπεφάνθη ὅτι ἡ οἰκονομική κατάστασις τῆς χώρας εἶναι ὑγιής καί ὅτι αἱ φῆμαι περί ὑποτιμήσεως τῆς δραχμῆς εἶναι τελείως ἀβάσιμοι. Ἡ κυβέρνησις λαμβάνει μέτρα διά τήν συγκράτησιν τῶν τιμῶν καί τήν ἐνίσχυσιν τῶν ἐξαγωγῶν. xyxy=(597,189,930,227)
table-cell: 68459 xyxy=(1082,205,1104,214)
table-cell: 64237 xyxy=(1039,214,1060,223)
subheading: ΤΟ ΜΝΗΜΟΣΥΝΟΝ ΤΟΥ Ν. ΠΛΑΣΤΗΡΑ xyxy=(974,833,1118,854)
table-cell xyxy=(1524,374,1566,383)
table-cell: 73820 xyxy=(1039,136,1060,145)
table-cell: Ἀμιαντίτ xyxy=(1369,305,1402,314)
table-cell: Σειρά Α xyxy=(1164,234,1193,243)
table-cell xyxy=(1528,235,1566,244)
article-paragraph: Ἀπό τάς βιομηχανικάς μετοχάς ἐσημειώθη κάποια κίνησις εἰς τάς μετοχάς τοῦ Ἀμιαντίτ καί τοῦ Τιτάνος, ἐνῷ αἱ λοιπαί ἔκλεισαν εἰς τά ἐπίπεδα τῆς προηγουμένης. xyxy=(1368,413,1566,452)
table-cell: Ἡρακλῆς xyxy=(1369,330,1399,339)
article-paragraph: Ἀναφέρει ὅτι ἡ χρηματοδότησις τῶν δημοσίων ἐπενδύσεων διά τό 1966 θά περιορισθῆ εἰς τά ἀπολύτως ἀναγκαῖα ἔργα. Ὁ προϋπολογισμός τοῦ προγράμματος ἀνέρχεται εἰς 8 δισεκατομμύρια δραχμάς, ἔναντι 9,5 δισεκατομμυρίων κατά τό τρέχον ἔτος. xyxy=(945,286,1148,342)
article-paragraph: τούς ἄθλους καί ἀσχολίας ἐπιφορτισμένων φύσις. Ὁ πίναξ τοῦ ζωγράφου ἀποτελεῖ ἐνδεικτικόν δεῖγμα τῆς μοντέρνας τέχνης, ἡ ὁποία ἀπασχολεῖ τούς κριτικούς καί τό κοινόν. Ἡ ἔκθεσις θά παραμείνη ἀνοικτή μέχρι τῆς 20ῆς Δεκεμβρίου. xyxy=(945,919,1148,967)
advertisement: ΑΦΡΟΔΙΣΙΟΛΟΓΟΣ ΙΑΤΡΟΣ Δ. ΠΑΝΑΓΙΩΤΟΥ Κλινική Ἀγ. Κωνσταντίνου 28. Ὧραι 10-1 καί 5-8. Τηλ. 531.709. xyxy=(945,1164,1148,1219)
table-cell: 151 xyxy=(1265,199,1279,208)
table-cell: -0.65 xyxy=(1542,305,1564,314)
table-row xyxy=(1367,244,1566,253)
table-cell: 395 xyxy=(1265,312,1279,321)
horse-race-illustration xyxy=(398,597,582,676)
table-cell: -0.46 xyxy=(1542,365,1564,374)
table-cell: 21567 xyxy=(959,188,980,196)
table-row xyxy=(1367,366,1566,375)
table-row xyxy=(1367,348,1566,357)
table-row xyxy=(1367,226,1566,235)
headline: ΓΕΥΜΑ ΤΟΥ ΜΑΚΑΡΙΟΥ ΠΡΟΣ ΤΟΝ ΚΥΠΡΙΑΝΟΥ ΚΑΙ Η ΑΝΩΤΥΣΙΣ ΤΗΣ ΚΥΠΡΟΥ xyxy=(959,634,1134,652)
table-cell: 34857 xyxy=(1039,145,1060,154)
table-cell: -0.34 xyxy=(1337,217,1359,226)
table-cell: 94275 xyxy=(1124,223,1146,231)
table-cell: 1963 Ἀποκ. xyxy=(1164,350,1206,358)
article-paragraph: Ἡ ἐπιστολή προκάλεσε αἴσθησιν εἰς τούς πολιτικούς κύκλους. Ὁ κ. Παπανδρέου ἐκάλεσε τούς βουλευτάς εἰς σύσκεψιν, ἀπό τήν ὁποίαν ἀναμένονται σημαντικαί ἀποφάσεις διά τό μέλλον τοῦ κόμματος. xyxy=(597,771,930,800)
table-cell: 1955 ΔΕΗ xyxy=(1164,260,1197,268)
table-cell: 57213 xyxy=(1039,205,1060,214)
table-cell: 1964 Παραγ. xyxy=(1164,303,1210,312)
continuation-marker: Γ Η ΣΥΝΕΧΕΙΑ ΑΠΟ ΤΗΝ ΣΕΛΙΔΑ 1 xyxy=(945,752,1140,776)
table-cell: 150 xyxy=(1309,199,1323,208)
table-row xyxy=(1367,339,1566,348)
article-paragraph: Ἡ ἀγορά χρεωγράφων ἐσημείωσε χθές ἠρεμίαν. Αἱ τιμαί τῶν μετοχῶν παρέμειναν σχεδόν ἀμετάβλητοι, μέ ἐλαφράν πτωτικήν τάσιν εἰς τάς τραπεζικάς μετοχάς. Ὁ ὄγκος τῶν συναλλαγῶν ὑπῆρξε περιορισμένος. xyxy=(1162,443,1360,490)
table-cell: Φίξ xyxy=(1369,374,1382,383)
article-paragraph: ΡΩΜΗ, 6. (Α.Π.). Ὁ Ἀρχιεπίσκοπος Βορείου καί Νοτίου Ἀμερικῆς κ. Ἰάκωβος ἔφθασε χθές εἰς Ρώμην ὅπου θά ἔχη συνομιλίας μέ τόν Πάπαν Παῦλον ΣΤ'. xyxy=(597,1031,930,1050)
table-cell: 74310 xyxy=(995,231,1017,240)
table-cell: 157.50 xyxy=(1253,234,1279,243)
table-cell xyxy=(1324,244,1361,253)
table-cell: 95945 xyxy=(995,162,1017,171)
lottery-row xyxy=(945,206,1148,215)
table-cell: 380 xyxy=(1473,322,1486,330)
table-cell: 47362 xyxy=(1082,180,1104,188)
article-paragraph: Τό κείμενον προσθέτει ὅτι ἡ οἰκονομική διαχείρισις τῶν μονῶν καί τῶν ἱερῶν ναῶν δέν ἐλέγχεται ἐπαρκῶς, ἐνῷ ὁ κατώτερος κλῆρος ζῆ ὑπό συνθήκας ἐνδείας. Ζητεῖται ἡ σύγκλησις κληρικολαϊκοῦ συνεδρίου διά τήν ἐπίλυσιν τῶν προβλημάτων. xyxy=(14,958,383,985)
table-row xyxy=(1162,359,1361,368)
table-row xyxy=(1162,313,1361,322)
